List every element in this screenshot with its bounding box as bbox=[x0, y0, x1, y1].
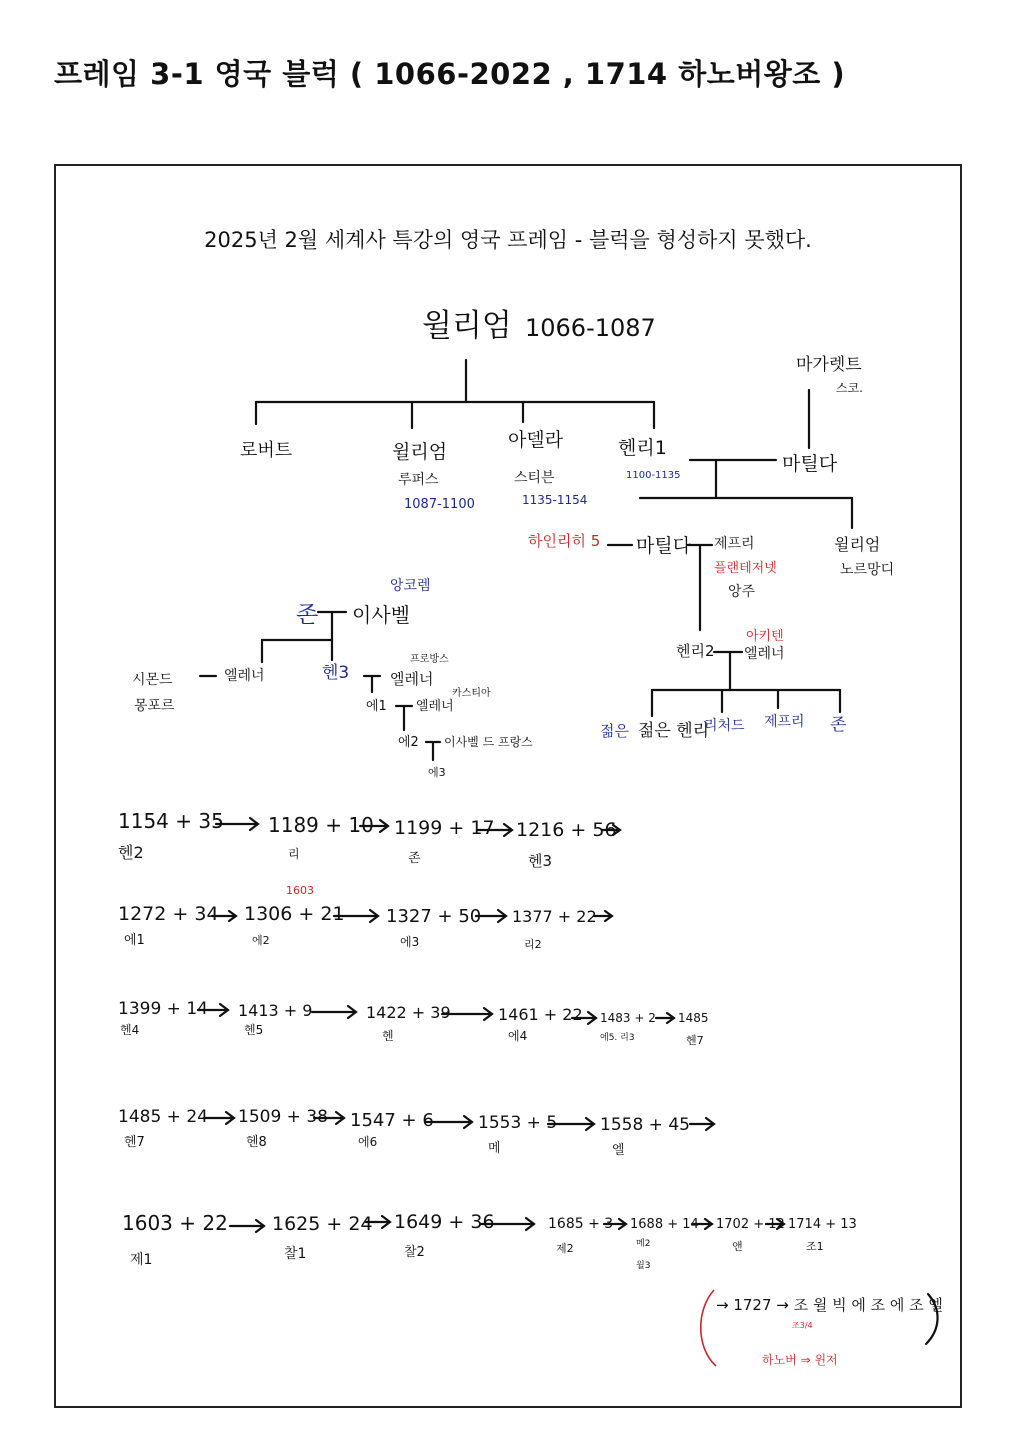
t2-1-expr: 1272 + 34 bbox=[118, 903, 219, 925]
t5-5-expr: 1688 + 14 bbox=[630, 1217, 699, 1232]
simon-montfort-a: 시몬드 bbox=[132, 672, 173, 688]
simon-montfort-b: 몽포르 bbox=[134, 698, 175, 714]
t1-2-who: 리 bbox=[288, 847, 300, 861]
t5-5-who2: 윌3 bbox=[636, 1261, 651, 1271]
t4-1-expr: 1485 + 24 bbox=[118, 1107, 208, 1127]
eleanor-aquitaine-note: 아키텐 bbox=[746, 629, 784, 644]
arrow-r4-1 bbox=[204, 1112, 234, 1124]
t5-7-expr: 1714 + 13 bbox=[788, 1217, 857, 1232]
john-king: 존 bbox=[296, 602, 319, 628]
t5-4-who: 제2 bbox=[556, 1242, 574, 1255]
t4-2-who: 헨8 bbox=[246, 1135, 267, 1150]
t1-4-who: 헨3 bbox=[528, 852, 553, 870]
eleanor-castile: 엘레너 bbox=[416, 699, 454, 714]
t2-1-who: 에1 bbox=[124, 933, 145, 948]
t3-4-who: 에4 bbox=[508, 1029, 528, 1043]
child-henry1-years: 1100-1135 bbox=[626, 470, 681, 481]
heinrich-v: 하인리히 5 bbox=[528, 532, 601, 550]
t3-5-who: 에5. 리3 bbox=[600, 1033, 635, 1043]
william-normandy-sub: 노르망디 bbox=[840, 562, 895, 578]
eleanor-left: 엘레너 bbox=[224, 668, 265, 684]
t4-5-expr: 1558 + 45 bbox=[600, 1115, 690, 1135]
arrow-r5-1 bbox=[230, 1220, 264, 1232]
t2-3-who: 에3 bbox=[400, 935, 420, 949]
t2-4-who: 리2 bbox=[524, 938, 542, 951]
son-young-henry-a: 젊은 bbox=[600, 722, 629, 740]
t4-3-expr: 1547 + 6 bbox=[350, 1110, 434, 1131]
root-years: 1066-1087 bbox=[525, 314, 656, 342]
henry3-name: 헨3 bbox=[322, 663, 350, 683]
t2-4-expr: 1377 + 22 bbox=[512, 907, 597, 926]
t3-2-expr: 1413 + 9 bbox=[238, 1001, 313, 1020]
isabel-angouleme: 이사벨 bbox=[352, 603, 410, 627]
edward2-name: 에2 bbox=[398, 735, 419, 750]
t5-4-expr: 1685 + 3 bbox=[548, 1216, 614, 1232]
hanover-bracket bbox=[701, 1290, 943, 1367]
angouleme-label: 앙코렘 bbox=[390, 578, 431, 594]
t1-2-expr: 1189 + 10 bbox=[268, 813, 374, 837]
t4-5-who: 엘 bbox=[612, 1143, 625, 1158]
son-richard: 리처드 bbox=[704, 718, 745, 734]
son-young-henry: 젊은 헨리 bbox=[638, 721, 710, 741]
bracket-line2: 하노버 ⇒ 윈저 bbox=[762, 1353, 838, 1367]
isabel-france: 이사벨 드 프랑스 bbox=[444, 735, 533, 749]
henry2-name: 헨리2 bbox=[676, 642, 715, 660]
t5-2-who: 찰1 bbox=[284, 1246, 307, 1262]
red-left-paren bbox=[701, 1290, 716, 1366]
t5-7-who: 조1 bbox=[806, 1240, 824, 1253]
t5-1-who: 제1 bbox=[130, 1252, 153, 1268]
t5-1-expr: 1603 + 22 bbox=[122, 1211, 228, 1235]
eleanor-provence: 엘레너 bbox=[390, 670, 434, 688]
t3-3-who: 헨 bbox=[382, 1029, 394, 1043]
empress-matilda: 마틸다 bbox=[636, 535, 692, 557]
child-william-years: 1087-1100 bbox=[404, 497, 475, 512]
t3-2-who: 헨5 bbox=[244, 1023, 264, 1037]
margaret-note: 스코. bbox=[836, 381, 863, 395]
t3-1-who: 헨4 bbox=[120, 1023, 140, 1037]
t3-3-expr: 1422 + 39 bbox=[366, 1003, 451, 1022]
timeline-arrows bbox=[198, 818, 784, 1232]
family-tree-labels bbox=[132, 308, 894, 779]
t1-1-who: 헨2 bbox=[118, 843, 144, 862]
t5-3-who: 찰2 bbox=[404, 1245, 425, 1260]
t3-1-expr: 1399 + 14 bbox=[118, 999, 208, 1019]
child-adela-years: 1135-1154 bbox=[522, 493, 588, 507]
family-tree-lines bbox=[200, 360, 852, 760]
geoffrey-house: 플랜테저넷 bbox=[714, 561, 777, 576]
geoffrey-name: 제프리 bbox=[714, 536, 755, 552]
child-henry1: 헨리1 bbox=[618, 437, 667, 459]
t1-3-expr: 1199 + 17 bbox=[394, 817, 495, 839]
child-adela-sub: 스티븐 bbox=[514, 470, 555, 486]
t5-3-expr: 1649 + 36 bbox=[394, 1211, 495, 1233]
child-william: 윌리엄 bbox=[392, 441, 448, 463]
edward1-name: 에1 bbox=[366, 699, 387, 714]
arrow-r2-4 bbox=[594, 911, 612, 921]
son-geoffrey: 제프리 bbox=[764, 714, 805, 730]
arrow-r3-2 bbox=[312, 1006, 356, 1018]
t3-4-expr: 1461 + 22 bbox=[498, 1005, 583, 1024]
t2-2-expr: 1306 + 21 bbox=[244, 903, 345, 925]
t4-4-who: 메 bbox=[488, 1141, 501, 1156]
t5-2-expr: 1625 + 24 bbox=[272, 1213, 373, 1235]
bracket-small: 조3/4 bbox=[792, 1321, 813, 1330]
edward3-name: 에3 bbox=[428, 766, 446, 779]
t4-4-expr: 1553 + 5 bbox=[478, 1113, 558, 1133]
t2-2-note: 1603 bbox=[286, 884, 314, 897]
t4-3-who: 에6 bbox=[358, 1135, 378, 1149]
t1-1-expr: 1154 + 35 bbox=[118, 809, 224, 833]
t5-6-who: 앤 bbox=[732, 1240, 743, 1253]
t3-6-who: 헨7 bbox=[686, 1034, 704, 1047]
arrow-r4-5 bbox=[690, 1118, 714, 1130]
eleanor-aquitaine-name: 엘레너 bbox=[744, 646, 785, 662]
frame-subtitle: 2025년 2월 세계사 특강의 영국 프레임 - 블럭을 형성하지 못했다. bbox=[204, 228, 812, 252]
t5-5-who: 메2 bbox=[636, 1239, 651, 1249]
matilda-of-scotland: 마틸다 bbox=[782, 453, 838, 475]
t1-4-expr: 1216 + 56 bbox=[516, 819, 617, 841]
bracket-line1: → 1727 → 조 윌 빅 에 조 에 조 엘 bbox=[716, 1296, 943, 1314]
t4-1-who: 헨7 bbox=[124, 1135, 145, 1150]
document-title: 프레임 3-1 영국 블럭 ( 1066-2022 , 1714 하노버왕조 ) bbox=[54, 57, 846, 91]
arrow-r3-5 bbox=[656, 1013, 674, 1023]
margaret-name: 마가렛트 bbox=[796, 355, 862, 375]
son-john: 존 bbox=[830, 715, 847, 735]
timeline-labels bbox=[118, 809, 857, 1271]
t3-5-expr: 1483 + 2 bbox=[600, 1011, 656, 1025]
provence-label: 프로방스 bbox=[410, 654, 449, 665]
t4-2-expr: 1509 + 38 bbox=[238, 1107, 328, 1127]
root-name: 윌리엄 bbox=[422, 308, 512, 344]
t3-6-expr: 1485 bbox=[678, 1011, 709, 1025]
t1-3-who: 존 bbox=[408, 851, 421, 866]
child-robert: 로버트 bbox=[240, 440, 293, 461]
castile-label: 카스티아 bbox=[452, 688, 491, 699]
t5-6-expr: 1702 + 12 bbox=[716, 1217, 785, 1232]
geoffrey-region: 앙주 bbox=[728, 584, 756, 600]
child-william-sub: 루퍼스 bbox=[398, 472, 439, 488]
t2-2-who: 에2 bbox=[252, 934, 270, 947]
t2-3-expr: 1327 + 50 bbox=[386, 906, 482, 927]
child-adela: 아델라 bbox=[508, 429, 564, 451]
william-normandy-name: 윌리엄 bbox=[834, 535, 881, 554]
